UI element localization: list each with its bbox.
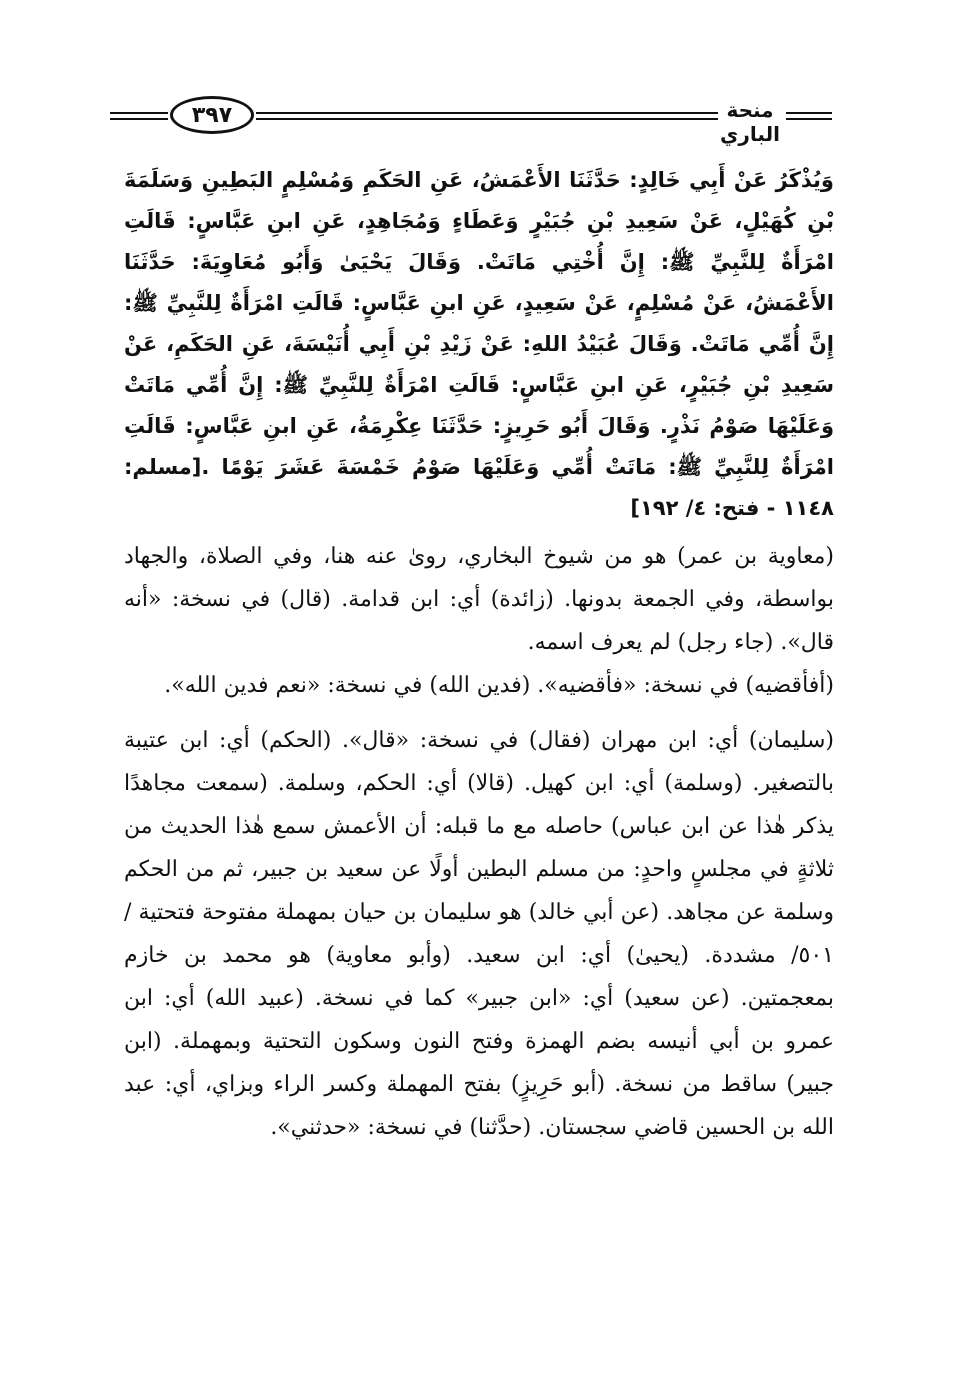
header-rule-middle <box>256 112 718 120</box>
commentary-paragraph-2: (أفأقضيه) في نسخة: «فأقضيه». (فدين الله) في نسخة: «نعم فدين الله». <box>164 673 834 698</box>
hadith-text: وَيُذْكَرُ عَنْ أَبِي خَالِدٍ: حَدَّثَنَا الأَعْمَشُ، عَنِ الحَكَمِ وَمُسْلِمٍ البَطِينِ وَسَلَمَةَ بْنِ كُهَيْلٍ، عَنْ سَعِيدِ بْنِ جُبَيْرٍ وَعَطَاءٍ وَمُجَاهِدٍ، عَنِ ابنِ عَبَّاسٍ: قَالَتِ امْرَأَةٌ لِلنَّبِيِّ ﷺ: إِنَّ أُخْتِي مَاتَتْ. وَقَالَ يَحْيَىٰ وَأَبُو مُعَاوِيَةَ: حَدَّثَنَا الأَعْمَشُ، عَنْ مُسْلِمٍ، عَنْ سَعِيدٍ، عَنِ ابنِ عَبَّاسٍ: قَالَتِ امْرَأَةٌ لِلنَّبِيِّ ﷺ: إِنَّ أُمِّي مَاتَتْ. وَقَالَ عُبَيْدُ اللهِ: عَنْ زَيْدِ بْنِ أَبِي أُنَيْسَةَ، عَنِ الحَكَمِ، عَنْ سَعِيدِ بْنِ جُبَيْرٍ، عَنِ ابنِ عَبَّاسٍ: قَالَتِ امْرَأَةٌ لِلنَّبِيِّ ﷺ: إِنَّ أُمِّي مَاتَتْ وَعَلَيْهَا صَوْمُ نَذْرٍ. وَقَالَ أَبُو حَرِيزٍ: حَدَّثَنَا عِكْرِمَةُ، عَنِ ابنِ عَبَّاسٍ: قَالَتِ امْرَأَةٌ لِلنَّبِيِّ ﷺ: مَاتَتْ أُمِّي وَعَلَيْهَا صَوْمُ خَمْسَةَ عَشَرَ يَوْمًا .[مسلم: ١١٤٨ - فتح: ٤/ ١٩٢] <box>124 168 834 520</box>
page-body <box>124 160 834 1149</box>
commentary-paragraph-3: (سليمان) أي: ابن مهران (فقال) في نسخة: «قال». (الحكم) أي: ابن عتيبة بالتصغير. (وسلمة) أي: ابن كهيل. (قالا) أي: الحكم، وسلمة. (سمعت مجاهدًا يذكر هٰذا عن ابن عباس) حاصله مع ما قبله: أن الأعمش سمع هٰذا الحديث من ثلاثةٍ في مجلسٍ واحدٍ: من مسلم البطين أولًا عن سعيد بن جبير، ثم من الحكم وسلمة عن مجاهد. (عن أبي خالد) هو سليمان بن حيان بمهملة مفتوحة فتحتية / ٥٠١/ مشددة. (يحيىٰ) أي: ابن سعيد. (وأبو معاوية) هو محمد بن خازم بمعجمتين. (عن سعيد) أي: «ابن جبير» كما في نسخة. (عبيد الله) أي: ابن عمرو بن أبي أنيسه بضم الهمزة وفتح النون وسكون التحتية وبمهملة. (ابن جبير) ساقط من نسخة. (أبو حَرِيزٍ) بفتح المهملة وكسر الراء وبزاي، أي: عبد الله بن الحسين قاضي سجستان. (حدَّثنا) في نسخة: «حدثني». <box>124 728 834 1140</box>
page-header <box>110 96 832 146</box>
running-title: منحة الباري <box>720 98 780 146</box>
commentary-paragraph-1: (معاوية بن عمر) هو من شيوخ البخاري، روىٰ عنه هنا، وفي الصلاة، والجهاد بواسطة، وفي الجمعة بدونها. (زائدة) أي: ابن قدامة. (قال) في نسخة: «أنه قال». (جاء رجل) لم يعرف اسمه. <box>124 544 834 655</box>
header-rule-right <box>786 112 832 120</box>
page-number: ٣٩٧ <box>170 96 254 134</box>
header-rule-left <box>110 112 168 120</box>
